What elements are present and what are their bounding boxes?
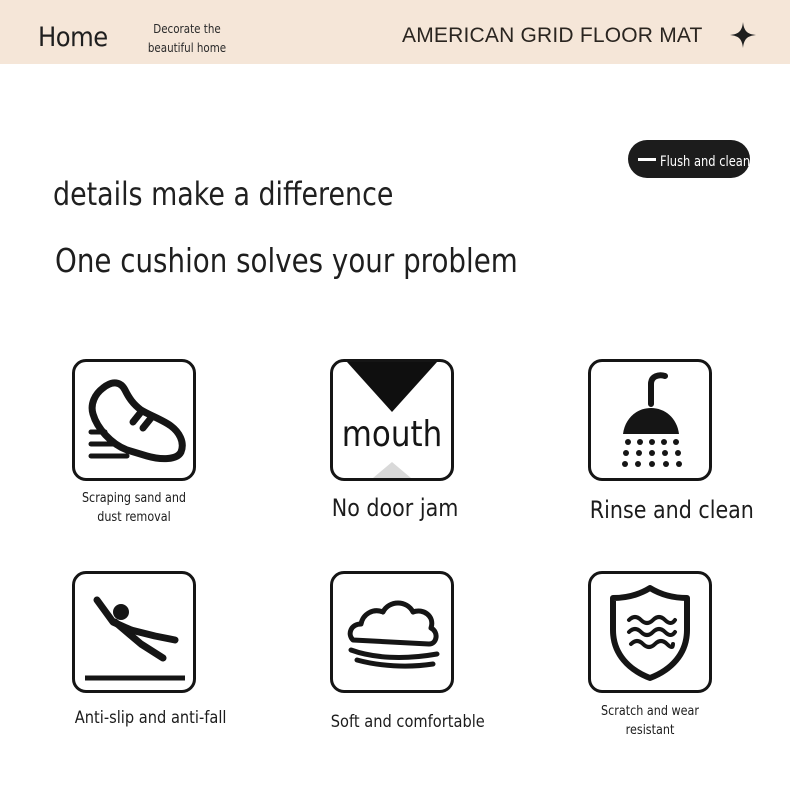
shield-icon <box>591 574 709 690</box>
feature-label-rinse: Rinse and clean <box>589 496 754 524</box>
feature-tile-shower <box>588 359 712 481</box>
feature-tile-shoe <box>72 359 196 481</box>
headline-details: details make a difference <box>53 175 394 213</box>
home-link[interactable]: Home <box>38 22 108 53</box>
feature-label-door: No door jam <box>331 494 459 522</box>
dash-icon <box>638 158 656 161</box>
feature-tile-cloud <box>330 571 454 693</box>
feature-tile-slip <box>72 571 196 693</box>
header-subtitle: Decorate the beautiful home <box>147 22 227 55</box>
feature-tile-shield <box>588 571 712 693</box>
feature-label-soft: Soft and comfortable <box>330 712 485 732</box>
brand-title: AMERICAN GRID FLOOR MAT <box>402 24 703 47</box>
feature-label-scratch: Scratch and wear resistant <box>601 704 699 738</box>
flush-clean-badge <box>628 140 750 178</box>
mouth-text: mouth <box>341 414 443 455</box>
feature-label-scraping: Scraping sand and dust removal <box>81 491 187 525</box>
feature-label-antislip: Anti-slip and anti-fall <box>74 708 227 728</box>
feature-tile-door <box>330 359 454 481</box>
cloud-icon <box>333 574 451 690</box>
shower-icon <box>591 362 709 478</box>
sparkle-icon <box>730 22 756 48</box>
headline-cushion: One cushion solves your problem <box>55 241 518 280</box>
shoe-icon <box>75 362 193 478</box>
slip-fall-icon <box>75 574 193 690</box>
badge-label: Flush and clean <box>660 154 751 170</box>
header-bar <box>0 0 790 64</box>
